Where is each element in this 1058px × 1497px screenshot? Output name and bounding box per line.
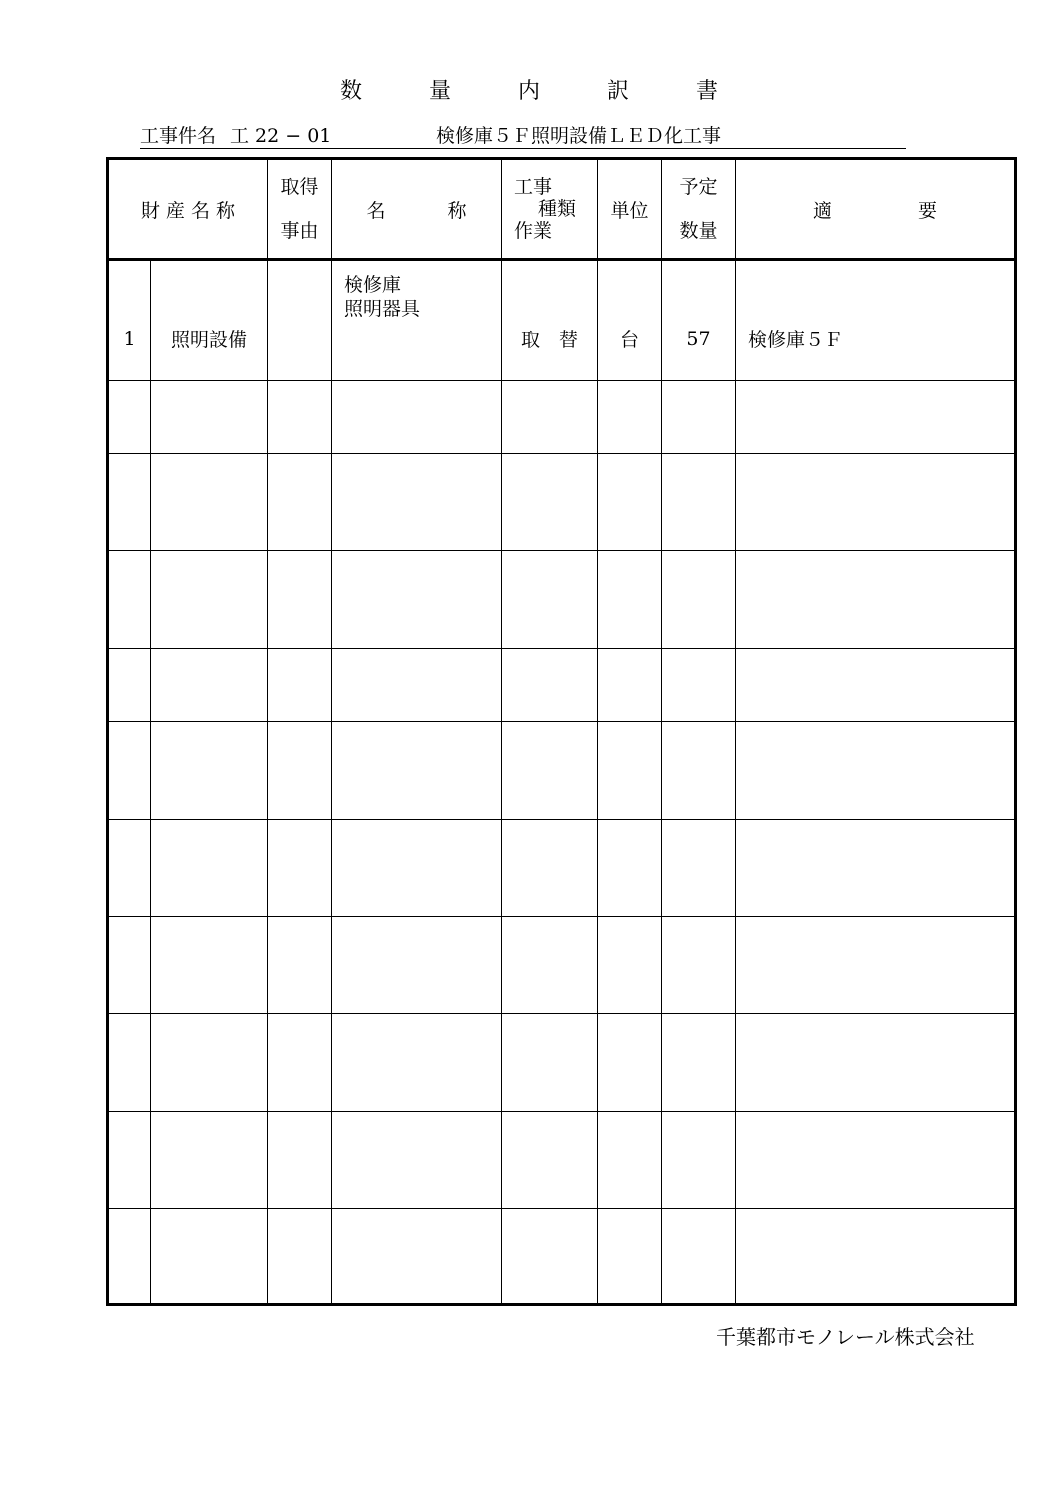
table-row-empty <box>108 381 1016 454</box>
document-title <box>0 74 1058 105</box>
cell <box>736 722 1016 820</box>
cell <box>502 551 598 649</box>
row-number: 1 <box>108 260 151 381</box>
cell <box>332 917 502 1014</box>
cell <box>598 722 662 820</box>
cell <box>662 1209 736 1305</box>
cell <box>502 649 598 722</box>
cell <box>151 381 268 454</box>
header-work-line1: 工事 <box>514 176 553 198</box>
header-planned-quantity <box>662 159 736 260</box>
cell <box>502 820 598 917</box>
header-remarks-char1: 適 <box>812 199 832 222</box>
header-name-char1: 名 <box>366 199 386 222</box>
title-char: 書 <box>696 79 719 104</box>
header-asset-name: 財 産 名 称 <box>108 159 268 260</box>
header-acquisition-line2: 事由 <box>280 220 319 242</box>
table-row-empty <box>108 1209 1016 1305</box>
cell <box>736 820 1016 917</box>
cell <box>598 551 662 649</box>
cell <box>268 1112 332 1209</box>
title-char: 数 <box>339 79 362 104</box>
cell <box>151 551 268 649</box>
table-row-empty <box>108 551 1016 649</box>
cell <box>736 1209 1016 1305</box>
cell <box>332 1112 502 1209</box>
cell <box>268 917 332 1014</box>
cell <box>598 381 662 454</box>
cell <box>151 1209 268 1305</box>
cell <box>502 454 598 551</box>
cell <box>151 649 268 722</box>
cell <box>108 649 151 722</box>
title-char: 内 <box>517 79 540 104</box>
cell <box>502 1014 598 1112</box>
cell <box>151 820 268 917</box>
cell <box>151 1014 268 1112</box>
row-quantity: 57 <box>662 260 736 381</box>
cell <box>662 551 736 649</box>
cell <box>662 381 736 454</box>
cell <box>332 381 502 454</box>
cell <box>268 454 332 551</box>
table-row <box>108 260 1016 381</box>
table-row-empty <box>108 722 1016 820</box>
cell <box>151 722 268 820</box>
cell <box>108 722 151 820</box>
cell <box>268 649 332 722</box>
header-remarks-char2: 要 <box>918 199 938 222</box>
header-qty-line2: 数量 <box>679 220 718 242</box>
cell <box>736 551 1016 649</box>
header-acquisition-reason <box>268 159 332 260</box>
row-item-name-line1: 検修庫 <box>344 274 402 296</box>
cell <box>108 917 151 1014</box>
quantity-table <box>106 157 1017 1306</box>
table-row-empty <box>108 1112 1016 1209</box>
row-work-type: 取 替 <box>502 260 598 381</box>
cell <box>598 1112 662 1209</box>
project-code: 工 22 − 01 <box>230 125 332 147</box>
cell <box>502 722 598 820</box>
row-item-name-line2: 照明器具 <box>344 298 421 320</box>
header-work-line2: 種類 <box>538 198 577 220</box>
cell <box>332 1209 502 1305</box>
cell <box>332 649 502 722</box>
title-char: 訳 <box>607 79 630 104</box>
cell <box>151 1112 268 1209</box>
table-header-row <box>108 159 1016 260</box>
cell <box>662 917 736 1014</box>
company-name: 千葉都市モノレール株式会社 <box>716 1325 975 1349</box>
cell <box>598 820 662 917</box>
table-row-empty <box>108 649 1016 722</box>
project-name: 検修庫５Ｆ照明設備ＬＥＤ化工事 <box>436 125 722 147</box>
project-subject-line <box>140 124 906 149</box>
cell <box>108 1209 151 1305</box>
cell <box>598 1014 662 1112</box>
cell <box>662 454 736 551</box>
cell <box>736 381 1016 454</box>
table-row-empty <box>108 917 1016 1014</box>
header-qty-line1: 予定 <box>679 176 718 198</box>
cell <box>736 454 1016 551</box>
cell <box>268 1014 332 1112</box>
cell <box>736 1112 1016 1209</box>
cell <box>502 381 598 454</box>
cell <box>662 820 736 917</box>
cell <box>268 551 332 649</box>
cell <box>268 1209 332 1305</box>
cell <box>108 551 151 649</box>
cell <box>108 820 151 917</box>
cell <box>662 649 736 722</box>
cell <box>502 1112 598 1209</box>
header-unit: 単位 <box>598 159 662 260</box>
project-label: 工事件名 <box>140 125 217 147</box>
cell <box>332 551 502 649</box>
cell <box>598 649 662 722</box>
header-name <box>332 159 502 260</box>
title-char: 量 <box>428 79 451 104</box>
cell <box>108 381 151 454</box>
cell <box>151 917 268 1014</box>
cell <box>662 1014 736 1112</box>
cell <box>268 722 332 820</box>
row-item-name <box>332 260 502 381</box>
header-acquisition-line1: 取得 <box>280 176 319 198</box>
cell <box>598 1209 662 1305</box>
cell <box>502 917 598 1014</box>
row-acquisition-reason <box>268 260 332 381</box>
cell <box>332 722 502 820</box>
cell <box>332 454 502 551</box>
header-work-type <box>502 159 598 260</box>
cell <box>151 454 268 551</box>
cell <box>332 820 502 917</box>
cell <box>268 820 332 917</box>
table-row-empty <box>108 1014 1016 1112</box>
header-work-line3: 作業 <box>514 220 553 242</box>
cell <box>736 917 1016 1014</box>
cell <box>736 1014 1016 1112</box>
cell <box>108 1014 151 1112</box>
cell <box>662 1112 736 1209</box>
cell <box>736 649 1016 722</box>
row-unit: 台 <box>598 260 662 381</box>
cell <box>662 722 736 820</box>
cell <box>332 1014 502 1112</box>
header-remarks <box>736 159 1016 260</box>
cell <box>108 454 151 551</box>
cell <box>268 381 332 454</box>
row-remarks: 検修庫５Ｆ <box>736 260 1016 381</box>
table-row-empty <box>108 454 1016 551</box>
row-asset-name: 照明設備 <box>151 260 268 381</box>
cell <box>598 454 662 551</box>
header-name-char2: 称 <box>447 199 467 222</box>
cell <box>502 1209 598 1305</box>
table-row-empty <box>108 820 1016 917</box>
cell <box>598 917 662 1014</box>
cell <box>108 1112 151 1209</box>
